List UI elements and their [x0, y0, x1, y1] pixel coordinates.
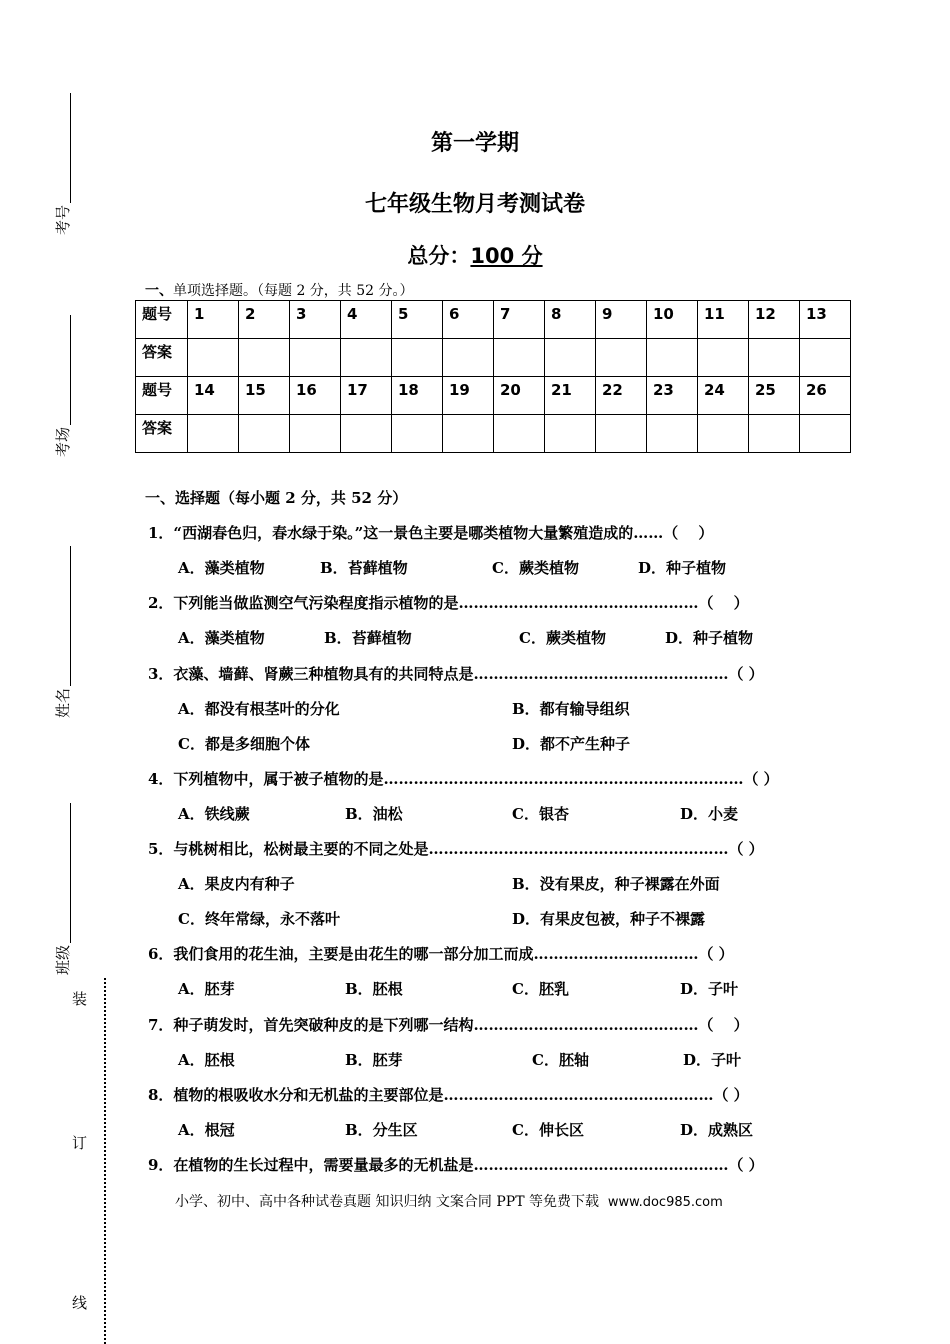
answer-cell[interactable]: [392, 339, 443, 377]
answer-cell[interactable]: [647, 415, 698, 453]
row-label-question: 题号: [136, 301, 188, 339]
answer-cell[interactable]: [596, 415, 647, 453]
q3-option-b[interactable]: B．都有输导组织: [512, 700, 630, 718]
footer-text: 小学、初中、高中各种试卷真题 知识归纳 文案合同 PPT 等免费下载: [175, 1194, 599, 1210]
row-label-question: 题号: [136, 377, 188, 415]
qnum-cell: 9: [596, 301, 647, 339]
qnum-cell: 13: [800, 301, 851, 339]
q1-option-b[interactable]: B．苔藓植物: [320, 559, 408, 577]
qnum-cell: 25: [749, 377, 800, 415]
q7-option-b[interactable]: B．胚芽: [345, 1051, 403, 1069]
row-label-answer: 答案: [136, 415, 188, 453]
answer-cell[interactable]: [647, 339, 698, 377]
qnum-cell: 8: [545, 301, 596, 339]
q8-option-c[interactable]: C．伸长区: [512, 1121, 584, 1139]
qnum-cell: 10: [647, 301, 698, 339]
answer-row-2: [136, 415, 851, 453]
q4-option-a[interactable]: A．铁线蕨: [178, 805, 250, 823]
total-score: [0, 240, 950, 270]
section1-heading: [145, 280, 414, 300]
qnum-cell: 17: [341, 377, 392, 415]
qnum-cell: 11: [698, 301, 749, 339]
q5-option-b[interactable]: B．没有果皮，种子裸露在外面: [512, 875, 720, 893]
answer-cell[interactable]: [596, 339, 647, 377]
q3-option-c[interactable]: C．都是多细胞个体: [178, 735, 310, 753]
answer-cell[interactable]: [698, 415, 749, 453]
name-label: 姓名: [54, 687, 72, 718]
answer-cell[interactable]: [494, 415, 545, 453]
term-title: 第一学期: [430, 131, 519, 156]
answer-cell[interactable]: [494, 339, 545, 377]
question-7: 7．种子萌发时，首先突破种皮的是下列哪一结构………………………………………（ ）: [148, 1016, 749, 1034]
qnum-cell: 26: [800, 377, 851, 415]
answer-cell[interactable]: [341, 415, 392, 453]
q7-option-a[interactable]: A．胚根: [178, 1051, 235, 1069]
qnum-cell: 6: [443, 301, 494, 339]
footer-url[interactable]: www.doc985.com: [607, 1195, 723, 1210]
q8-option-a[interactable]: A．根冠: [178, 1121, 235, 1139]
qnum-cell: 18: [392, 377, 443, 415]
qnum-cell: 20: [494, 377, 545, 415]
exam-number-label: 考号: [54, 204, 72, 235]
q1-option-c[interactable]: C．蕨类植物: [492, 559, 579, 577]
section1-number: 一、: [145, 283, 173, 299]
q7-option-d[interactable]: D．子叶: [683, 1051, 742, 1069]
name-field[interactable]: [52, 546, 73, 718]
binding-char-1: 装: [72, 990, 88, 1008]
qnum-cell: 19: [443, 377, 494, 415]
question-3: 3．衣藻、墙藓、肾蕨三种植物具有的共同特点是……………………………………………（ ）: [148, 665, 764, 683]
q2-option-b[interactable]: B．苔藓植物: [324, 629, 412, 647]
qnum-cell: 24: [698, 377, 749, 415]
answer-cell[interactable]: [290, 339, 341, 377]
answer-cell[interactable]: [545, 339, 596, 377]
answer-cell[interactable]: [749, 415, 800, 453]
answer-cell[interactable]: [239, 415, 290, 453]
q1-option-a[interactable]: A．藻类植物: [178, 559, 265, 577]
q5-option-d[interactable]: D．有果皮包被，种子不裸露: [512, 910, 706, 928]
question-5: 5．与桃树相比，松树最主要的不同之处是……………………………………………………（ ）: [148, 840, 764, 858]
q4-option-b[interactable]: B．油松: [345, 805, 403, 823]
qnum-cell: 21: [545, 377, 596, 415]
answer-cell[interactable]: [239, 339, 290, 377]
q7-option-c[interactable]: C．胚轴: [532, 1051, 589, 1069]
class-field[interactable]: [52, 803, 73, 975]
exam-title: 七年级生物月考测试卷: [364, 192, 585, 217]
question-1: 1．“西湖春色归，春水绿于染。”这一景色主要是哪类植物大量繁殖造成的……（ ）: [148, 524, 714, 542]
section1-text: 单项选择题。（每题 2 分，共 52 分。）: [173, 283, 414, 299]
answer-sheet-table: [135, 300, 851, 453]
answer-cell[interactable]: [698, 339, 749, 377]
q6-option-a[interactable]: A．胚芽: [178, 980, 235, 998]
q4-option-c[interactable]: C．银杏: [512, 805, 569, 823]
answer-cell[interactable]: [188, 415, 239, 453]
exam-room-field[interactable]: [52, 315, 73, 457]
qnum-cell: 1: [188, 301, 239, 339]
answer-cell[interactable]: [800, 339, 851, 377]
question-6: 6．我们食用的花生油，主要是由花生的哪一部分加工而成……………………………（ ）: [148, 945, 734, 963]
qnum-cell: 12: [749, 301, 800, 339]
qnum-cell: 3: [290, 301, 341, 339]
score-value: 100 分: [470, 244, 543, 268]
q6-option-d[interactable]: D．子叶: [680, 980, 739, 998]
qnum-cell: 15: [239, 377, 290, 415]
exam-room-line: [69, 315, 71, 425]
qnum-cell: 4: [341, 301, 392, 339]
qnum-cell: 23: [647, 377, 698, 415]
q4-option-d[interactable]: D．小麦: [680, 805, 739, 823]
qnum-cell: 5: [392, 301, 443, 339]
score-label: 总分：: [407, 244, 471, 268]
q1-option-d[interactable]: D．种子植物: [638, 559, 727, 577]
q2-option-a[interactable]: A．藻类植物: [178, 629, 265, 647]
name-line: [69, 546, 71, 686]
q8-option-b[interactable]: B．分生区: [345, 1121, 418, 1139]
answer-cell[interactable]: [545, 415, 596, 453]
q6-option-c[interactable]: C．胚乳: [512, 980, 569, 998]
q3-option-a[interactable]: A．都没有根茎叶的分化: [178, 700, 340, 718]
q6-option-b[interactable]: B．胚根: [345, 980, 403, 998]
qnum-cell: 7: [494, 301, 545, 339]
question-number-row-1: [136, 301, 851, 339]
answer-cell[interactable]: [341, 339, 392, 377]
qnum-cell: 14: [188, 377, 239, 415]
class-line: [69, 803, 71, 943]
answer-cell[interactable]: [290, 415, 341, 453]
q2-option-c[interactable]: C．蕨类植物: [519, 629, 606, 647]
class-label: 班级: [54, 944, 72, 975]
qnum-cell: 2: [239, 301, 290, 339]
answer-cell[interactable]: [800, 415, 851, 453]
row-label-answer: 答案: [136, 339, 188, 377]
binding-line: [104, 978, 106, 1344]
answer-cell[interactable]: [443, 415, 494, 453]
question-2: 2．下列能当做监测空气污染程度指示植物的是…………………………………………（ ）: [148, 594, 749, 612]
answer-cell[interactable]: [443, 339, 494, 377]
answer-row-1: [136, 339, 851, 377]
q5-option-c[interactable]: C．终年常绿，永不落叶: [178, 910, 340, 928]
binding-char-3: 线: [72, 1294, 88, 1312]
question-number-row-2: [136, 377, 851, 415]
exam-room-label: 考场: [54, 426, 72, 457]
answer-cell[interactable]: [749, 339, 800, 377]
answer-cell[interactable]: [188, 339, 239, 377]
question-4: 4．下列植物中，属于被子植物的是………………………………………………………………（ ）: [148, 770, 779, 788]
qnum-cell: 22: [596, 377, 647, 415]
question-8: 8．植物的根吸收水分和无机盐的主要部位是………………………………………………（ ）: [148, 1086, 749, 1104]
q5-option-a[interactable]: A．果皮内有种子: [178, 875, 295, 893]
binding-char-2: 订: [72, 1134, 88, 1152]
section2-heading: 一、选择题（每小题 2 分，共 52 分）: [145, 489, 408, 507]
question-9: 9．在植物的生长过程中，需要量最多的无机盐是……………………………………………（ ）: [148, 1156, 764, 1174]
footer: [175, 1191, 723, 1211]
q3-option-d[interactable]: D．都不产生种子: [512, 735, 631, 753]
q8-option-d[interactable]: D．成熟区: [680, 1121, 754, 1139]
q2-option-d[interactable]: D．种子植物: [665, 629, 754, 647]
qnum-cell: 16: [290, 377, 341, 415]
answer-cell[interactable]: [392, 415, 443, 453]
